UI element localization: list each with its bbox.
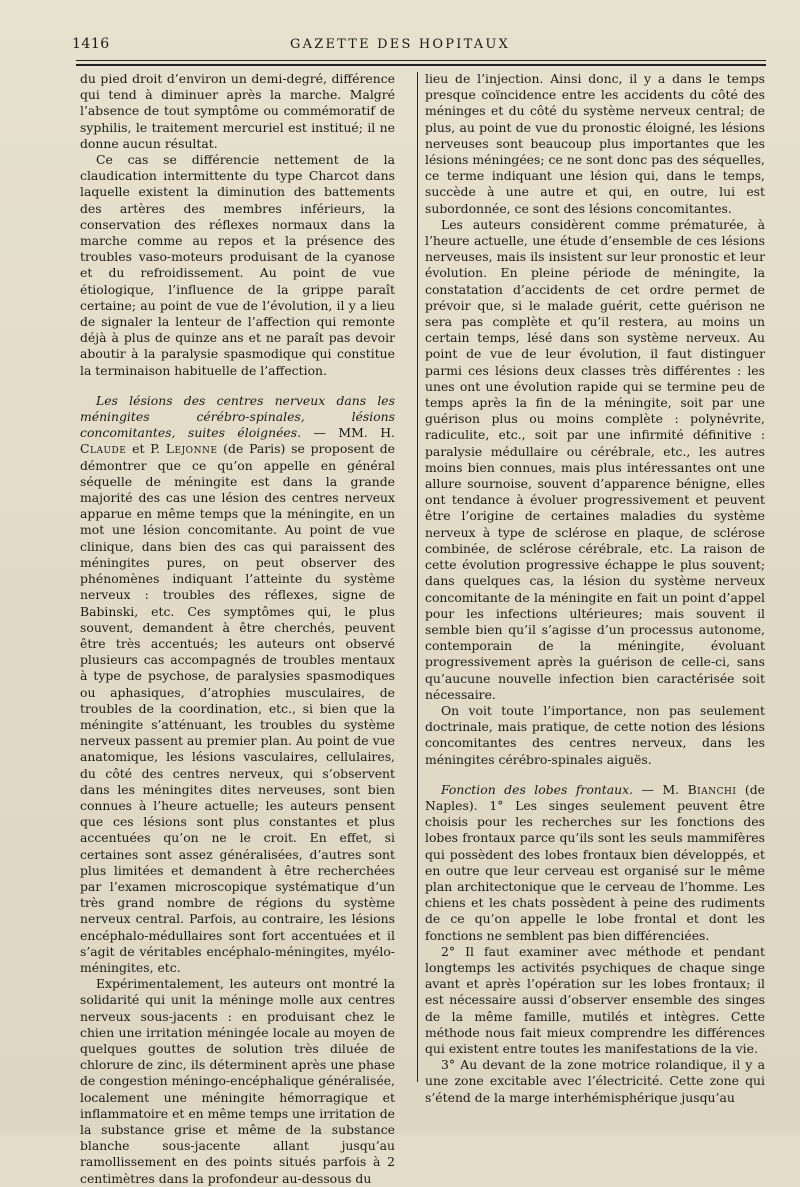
paragraph: du pied droit d’environ un demi-degré, différence qui tend à diminuer après la marche. Malgré l’absence de tout symptôme ou commémoratif de syphilis, le traitement mercuriel est institué; il ne donne aucun résultat. bbox=[80, 71, 395, 151]
paragraph: 2° Il faut examiner avec méthode et pendant longtemps les activités psychiques de chaque singe avant et après l’opération sur les lobes frontaux; il est nécessaire aussi d’observer ensemble des singes de la même famille, mutilés et intègres. Cette méthode nous fait mieux comprendre les différences qui existent entre toutes les manifestations de la vie. bbox=[425, 943, 765, 1056]
paragraph: lieu de l’injection. Ainsi donc, il y a dans le temps presque coïncidence entre les accidents du côté des méninges et du côté du système nerveux central; de plus, au point de vue du pronostic éloigné, les lésions nerveuses sont beaucoup plus importantes que les lésions méningées; ce ne sont donc pas des séquelles, ce terme indiquant une lésion qui, dans le temps, succède à une autre et qui, en outre, lui est subordonnée, ce sont des lésions concomitantes. bbox=[425, 71, 765, 216]
article-title: Les lésions des centres nerveux dans les méningites cérébro-spinales, lésions concomitantes, suites éloignées. bbox=[80, 392, 395, 441]
article-paragraph bbox=[425, 782, 765, 944]
article-title: Fonction des lobes frontaux. bbox=[441, 781, 634, 797]
article-body: (de Paris) se proposent de démontrer que ce qu’on appelle en général séquelle de méningite est dans la grande majorité des cas une lésion des centres nerveux apparue en même temps que la méningite, en un mot une lésion concomitante. Au point de vue clinique, dans bien des cas qui paraissent des méningites pures, on peut observer des phénomènes indiquant l’atteinte du système nerveux : troubles des réflexes, signe de Babinski, etc. Ces symptômes qui, le plus souvent, demandent à être cherchés, peuvent être très accentués; les auteurs ont observé plusieurs cas accompagnés de troubles mentaux à type de psychose, de paralysies spasmodiques ou aphasiques, d’atrophies musculaires, de troubles de la coordination, etc., si bien que la méningite s’atténuant, les troubles du système nerveux passent au premier plan. Au point de vue anatomique, les lésions vasculaires, cellulaires, du côté des centres nerveux, qui s’observent dans les méningites dites nerveuses, sont bien connues à l’heure actuelle; les auteurs pensent que ces lésions sont plus constantes et plus accentuées qu’on ne le croit. En effet, si certaines sont assez généralisées, d’autres sont plus limitées et demandent à être recherchées par l’examen microscopique systématique d’un très grand nombre de régions du système nerveux central. Parfois, au contraire, les lésions encéphalo-médullaires sont fort accentuées et il s’agit de véritables encéphalo-méningites, myélo-méningites, etc. bbox=[80, 441, 395, 975]
author-name: Claude bbox=[80, 441, 127, 457]
right-column bbox=[425, 71, 765, 1105]
author-name: Lejonne bbox=[165, 441, 218, 457]
paragraph: Les auteurs considèrent comme prématurée, à l’heure actuelle, une étude d’ensemble de ces lésions nerveuses, mais ils insistent sur leur pronostic et leur évolution. En pleine période de méningite, la constatation d’accidents de cet ordre permet de prévoir que, si le malade guérit, cette guérison ne sera pas complète et qu’il restera, au moins un certain temps, lésé dans son système nerveux. Au point de vue de leur évolution, il faut distinguer parmi ces lésions deux classes très différentes : les unes ont une évolution rapide qui se termine peu de temps après la fin de la méningite, soit par une guérison plus ou moins complète : polynévrite, radiculite, etc., soit par une infirmité définitive : paralysie médullaire ou cérébrale, etc., les autres moins bien connues, mais plus intéressantes ont une allure sournoise, souvent d’apparence bénigne, elles ont tendance à évoluer progressivement et peuvent être l’origine de certaines maladies du système nerveux à type de sclérose en plaque, de sclérose combinée, de sclérose cérébrale, etc. La raison de cette évolution progressive échappe le plus souvent; dans quelques cas, la lésion du système nerveux concomitante de la méningite en fait un point d’appel pour les infections ultérieures; mais souvent il semble bien qu’il s’agisse d’un processus autonome, contemporain de la méningite, évoluant progressivement après la guérison de celle-ci, sans qu’aucune nouvelle infection bien caractérisée soit nécessaire. bbox=[425, 216, 765, 702]
running-title: GAZETTE DES HOPITAUX bbox=[290, 37, 510, 52]
separator: — MM. H. bbox=[301, 425, 396, 441]
article-paragraph bbox=[80, 393, 395, 976]
paragraph: 3° Au devant de la zone motrice rolandique, il y a une zone excitable avec l’électricité. Cette zone qui s’étend de la marge interhémisphérique jusqu’au bbox=[425, 1057, 765, 1105]
separator: — M. bbox=[633, 781, 688, 797]
author-name: Bianchi bbox=[687, 781, 737, 797]
conjunction: et P. bbox=[126, 441, 166, 457]
header-rule-double bbox=[76, 64, 766, 66]
column-divider bbox=[417, 72, 418, 1082]
paragraph: Expérimentalement, les auteurs ont montré la solidarité qui unit la méninge molle aux centres nerveux sous-jacents : en produisant chez le chien une irritation méningée locale au moyen de quelques gouttes de solution très diluée de chlorure de zinc, ils déterminent après une phase de congestion méningo-encéphalique généralisée, localement une méningite hémorragique et inflammatoire et en même temps une irritation de la substance grise et même de la substance blanche sous-jacente allant jusqu’au ramollissement en des points situés parfois à 2 centimètres dans la profondeur au-dessous du bbox=[80, 976, 395, 1186]
left-column bbox=[80, 71, 396, 1186]
page-number: 1416 bbox=[72, 36, 110, 52]
article-body: (de Naples). 1° Les singes seulement peuvent être choisis pour les recherches sur les fonctions des lobes frontaux parce qu’ils sont les seuls mammifères qui possèdent des lobes frontaux bien développés, et en outre que leur cerveau est organisé sur le même plan architectonique que le cerveau de l’homme. Les chiens et les chats possèdent à peine des rudiments de ce qu’on appelle le lobe frontal et dont les fonctions ne semblent pas bien différenciées. bbox=[425, 781, 765, 943]
header-rule bbox=[76, 60, 766, 61]
paragraph: On voit toute l’importance, non pas seulement doctrinale, mais pratique, de cette notion des lésions concomitantes des centres nerveux, dans les méningites cérébro-spinales aiguës. bbox=[425, 702, 765, 767]
paragraph: Ce cas se différencie nettement de la claudication intermittente du type Charcot dans laquelle existent la diminution des battements des artères des membres inférieurs, la conservation des réflexes normaux dans la marche comme au repos et la présence des troubles vaso-moteurs produisant de la cyanose et du refroidissement. Au point de vue étiologique, l’influence de la grippe paraît certaine; au point de vue de l’évolution, il y a lieu de signaler la lenteur de l’affection qui remonte déjà à plus de quinze ans et ne paraît pas devoir aboutir à la paralysie spasmodique qui constitue la terminaison habituelle de l’affection. bbox=[80, 152, 395, 378]
